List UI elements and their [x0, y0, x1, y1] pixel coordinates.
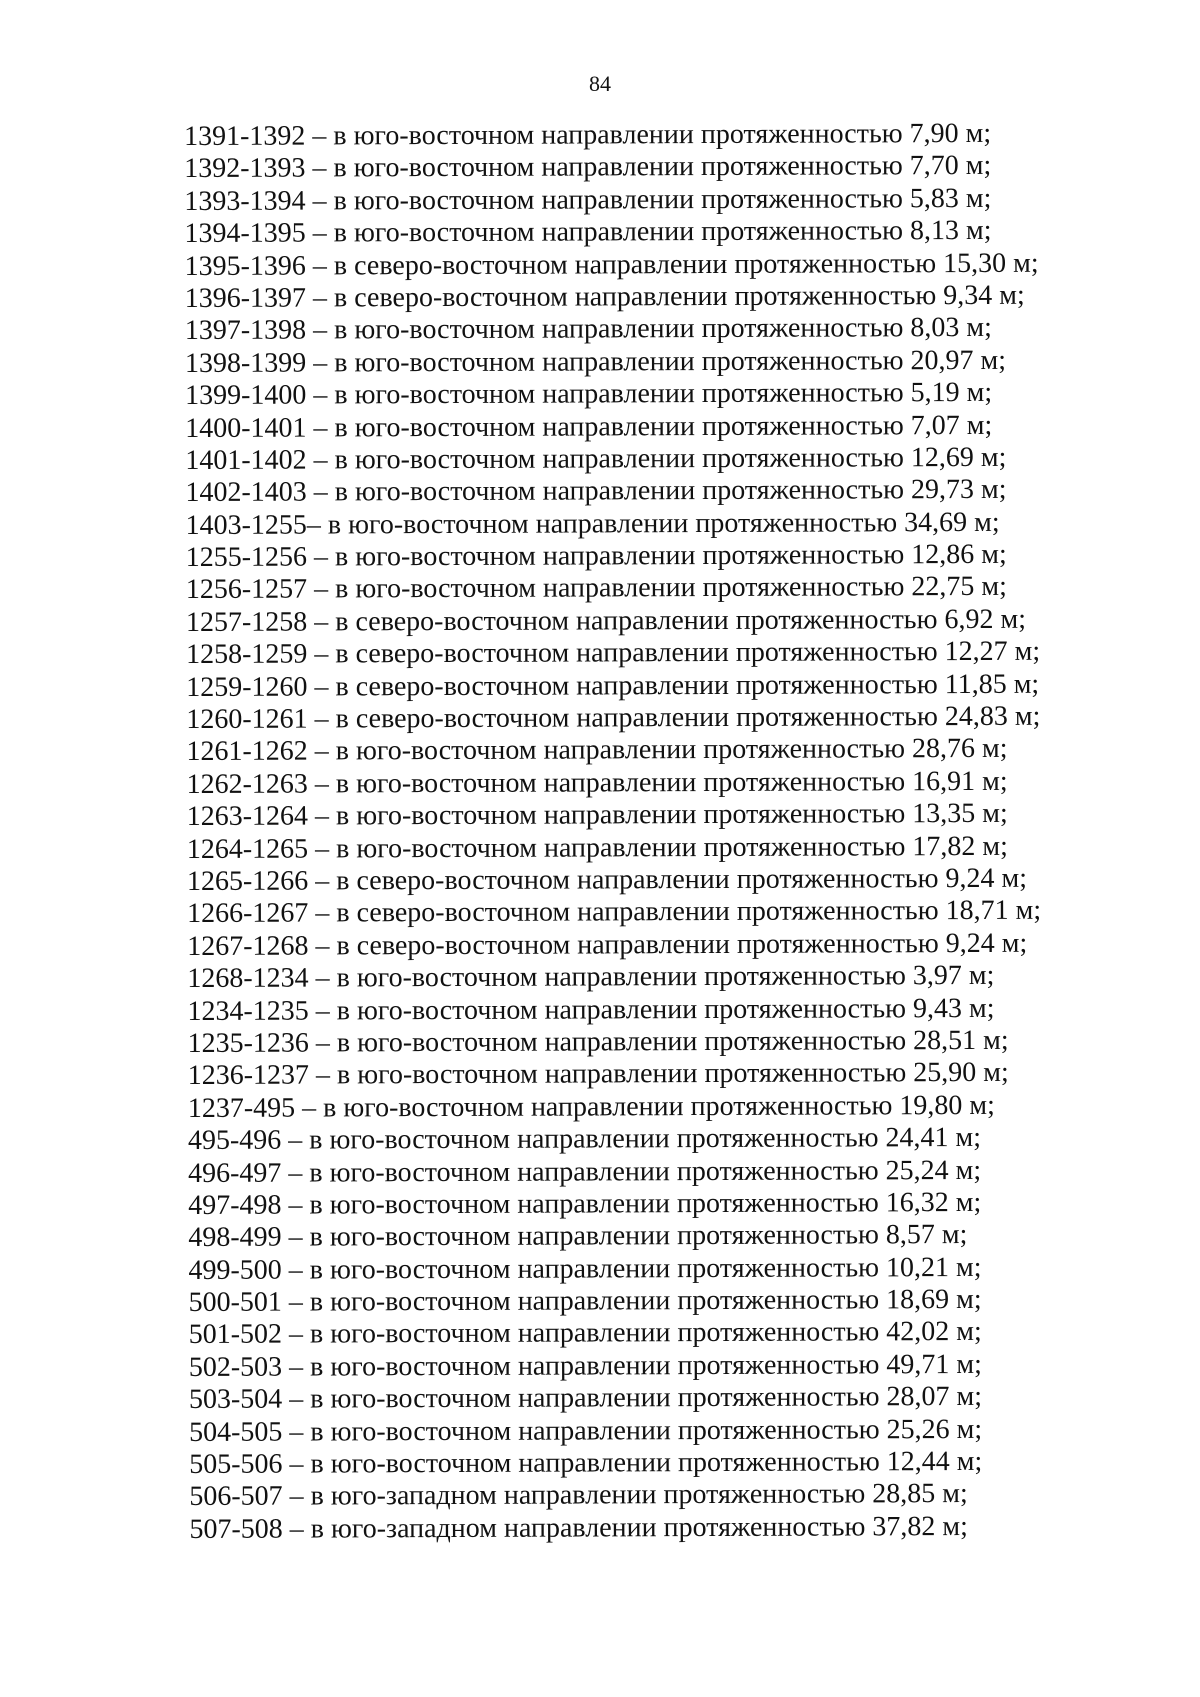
list-item	[184, 150, 1114, 186]
dash-separator: –	[305, 185, 334, 217]
segment-id: 1255-1256	[185, 541, 308, 574]
dash-separator: –	[306, 411, 335, 444]
list-item	[187, 927, 1117, 963]
segment-description: в юго-восточном направлении протяженностью 16,32 м;	[309, 1186, 982, 1221]
dash-separator: –	[308, 930, 337, 962]
list-item	[186, 603, 1116, 639]
segment-id: 1266-1267	[186, 897, 309, 930]
list-item	[187, 960, 1117, 996]
dash-separator: –	[282, 1351, 311, 1383]
list-item	[188, 1219, 1118, 1255]
list-item	[184, 247, 1114, 283]
list-item	[187, 1024, 1117, 1060]
segment-description: в юго-восточном направлении протяженностью 7,70 м;	[333, 150, 992, 184]
dash-separator: –	[306, 541, 336, 573]
segment-description: в юго-восточном направлении протяженностью 9,43 м;	[336, 992, 995, 1026]
segment-id: 1257-1258	[185, 606, 308, 638]
segment-id: 1395-1396	[184, 250, 306, 282]
segment-id: 1261-1262	[186, 735, 308, 768]
segment-id: 1402-1403	[185, 476, 307, 509]
list-item	[185, 409, 1115, 445]
dash-separator: –	[282, 1513, 311, 1545]
list-item	[186, 571, 1116, 607]
list-item	[186, 636, 1116, 672]
dash-separator: –	[307, 606, 336, 638]
dash-separator: –	[307, 735, 336, 767]
segment-description: в юго-восточном направлении протяженностью 25,90 м;	[336, 1057, 1009, 1091]
list-item	[187, 830, 1117, 866]
segment-id: 496-497	[187, 1157, 282, 1189]
dash-separator: –	[295, 1092, 324, 1124]
dash-separator: –	[308, 1027, 337, 1059]
segment-description: в северо-восточном направлении протяженностью 11,85 м;	[335, 668, 1040, 703]
list-item	[188, 1057, 1118, 1093]
list-item	[185, 279, 1115, 315]
segment-description: в юго-восточном направлении протяженностью 18,69 м;	[309, 1284, 982, 1318]
segment-id: 1399-1400	[184, 379, 307, 412]
list-item	[188, 1122, 1118, 1158]
segment-id: 495-496	[187, 1124, 282, 1157]
dash-separator: –	[306, 347, 335, 379]
dash-separator: –	[307, 638, 336, 670]
segment-id: 1393-1394	[184, 185, 306, 217]
dash-separator: –	[308, 865, 337, 897]
segment-description: в северо-восточном направлении протяженностью 9,24 м;	[336, 862, 1028, 897]
dash-separator: –	[281, 1189, 310, 1221]
list-item	[186, 668, 1116, 704]
list-item	[188, 1154, 1118, 1190]
segment-description: в северо-восточном направлении протяженностью 12,27 м;	[335, 635, 1041, 670]
segment-description: в юго-восточном направлении протяженностью 42,02 м;	[309, 1316, 982, 1350]
boundary-segment-list	[184, 117, 1119, 1546]
segment-description: в юго-восточном направлении протяженностью 5,19 м;	[334, 377, 993, 411]
list-item	[188, 1186, 1118, 1222]
segment-id: 1392-1393	[184, 152, 306, 185]
segment-id: 1235-1236	[187, 1027, 309, 1059]
segment-description: в юго-восточном направлении протяженностью 29,73 м;	[334, 474, 1007, 508]
dash-separator: –	[281, 1254, 310, 1286]
segment-description: в юго-восточном направлении протяженностью 12,86 м;	[334, 538, 1007, 573]
dash-separator: –	[308, 962, 337, 994]
dash-separator: –	[307, 768, 336, 800]
list-item	[189, 1510, 1119, 1546]
list-item	[186, 539, 1116, 575]
segment-description: в юго-восточном направлении протяженностью 20,97 м;	[334, 344, 1007, 379]
segment-id: 502-503	[188, 1351, 283, 1383]
segment-description: в юго-восточном направлении протяженностью 12,69 м;	[334, 441, 1007, 476]
segment-description: в юго-восточном направлении протяженностью 12,44 м;	[310, 1445, 983, 1480]
segment-description: в юго-западном направлении протяженностью 37,82 м;	[310, 1510, 968, 1545]
list-item	[189, 1445, 1119, 1481]
dash-separator: –	[281, 1124, 310, 1156]
segment-description: в юго-восточном направлении протяженностью 8,57 м;	[309, 1219, 968, 1253]
list-item	[189, 1478, 1119, 1514]
segment-id: 500-501	[188, 1286, 282, 1319]
segment-description: в юго-восточном направлении протяженностью 10,21 м;	[309, 1251, 982, 1286]
segment-id: 501-502	[188, 1319, 283, 1351]
list-item	[187, 992, 1117, 1028]
segment-description: в юго-восточном направлении протяженностью 7,07 м;	[334, 409, 993, 443]
dash-separator: –	[306, 379, 335, 411]
segment-id: 1263-1264	[186, 800, 309, 833]
segment-id: 1398-1399	[184, 347, 307, 379]
dash-separator: –	[281, 1221, 310, 1253]
list-item	[185, 506, 1115, 542]
segment-id: 1267-1268	[187, 930, 309, 962]
list-item	[185, 312, 1115, 348]
segment-description: в юго-западном направлении протяженностью 28,85 м;	[310, 1478, 968, 1512]
segment-description: в юго-восточном направлении протяженностью 22,75 м;	[335, 571, 1007, 605]
dash-separator: –	[308, 833, 337, 865]
dash-separator: –	[305, 152, 334, 184]
dash-separator: –	[308, 897, 337, 929]
segment-id: 1260-1261	[186, 703, 308, 736]
segment-description: в северо-восточном направлении протяженностью 24,83 м;	[335, 700, 1041, 735]
list-item	[185, 377, 1115, 413]
dash-separator: –	[306, 509, 328, 541]
dash-separator: –	[307, 671, 336, 703]
segment-id: 1394-1395	[184, 217, 306, 250]
list-item	[187, 895, 1117, 931]
list-item	[189, 1413, 1119, 1449]
list-item	[188, 1089, 1118, 1125]
dash-separator: –	[282, 1383, 311, 1415]
list-item	[185, 474, 1115, 510]
list-item	[184, 182, 1114, 218]
segment-description: в юго-восточном направлении протяженностью 28,76 м;	[335, 733, 1008, 767]
segment-id: 507-508	[189, 1513, 283, 1545]
dash-separator: –	[281, 1286, 310, 1318]
segment-id: 1400-1401	[185, 412, 307, 444]
dash-separator: –	[306, 476, 335, 508]
segment-id: 1397-1398	[184, 314, 307, 347]
segment-description: в юго-восточном направлении протяженностью 24,41 м;	[309, 1122, 982, 1156]
list-item	[188, 1283, 1118, 1319]
dash-separator: –	[306, 314, 335, 346]
segment-id: 504-505	[188, 1416, 283, 1448]
dash-separator: –	[307, 703, 336, 735]
dash-separator: –	[305, 282, 335, 314]
segment-description: в юго-восточном направлении протяженностью 3,97 м;	[336, 960, 995, 994]
segment-id: 1391-1392	[184, 120, 306, 152]
list-item	[185, 344, 1115, 380]
segment-id: 1396-1397	[184, 282, 307, 314]
segment-id: 1264-1265	[186, 833, 309, 865]
segment-id: 1259-1260	[186, 671, 308, 703]
segment-id: 1265-1266	[186, 865, 309, 897]
segment-id: 1236-1237	[187, 1059, 310, 1092]
segment-description: в юго-восточном направлении протяженностью 34,69 м;	[327, 506, 1000, 541]
segment-description: в юго-восточном направлении протяженностью 8,13 м;	[333, 215, 992, 249]
list-item	[189, 1316, 1119, 1352]
segment-id: 1237-495	[187, 1092, 296, 1124]
dash-separator: –	[282, 1480, 311, 1513]
dash-separator: –	[305, 249, 334, 282]
segment-description: в юго-восточном направлении протяженностью 25,26 м;	[310, 1413, 983, 1448]
dash-separator: –	[307, 573, 336, 605]
list-item	[186, 733, 1116, 769]
segment-id: 1258-1259	[185, 638, 308, 671]
segment-description: в юго-восточном направлении протяженностью 7,90 м;	[333, 117, 992, 152]
segment-description: в юго-восточном направлении протяженностью 25,24 м;	[309, 1154, 982, 1189]
segment-id: 505-506	[189, 1448, 283, 1481]
segment-id: 497-498	[188, 1189, 282, 1221]
segment-id: 499-500	[188, 1254, 282, 1286]
segment-id: 1401-1402	[185, 444, 307, 476]
segment-description: в северо-восточном направлении протяженностью 9,24 м;	[336, 927, 1028, 962]
list-item	[189, 1381, 1119, 1417]
dash-separator: –	[308, 994, 337, 1027]
dash-separator: –	[305, 120, 334, 152]
dash-separator: –	[306, 444, 335, 476]
segment-description: в юго-восточном направлении протяженностью 28,07 м;	[310, 1381, 983, 1415]
segment-description: в юго-восточном направлении протяженностью 49,71 м;	[310, 1348, 982, 1383]
dash-separator: –	[281, 1318, 311, 1351]
segment-description: в юго-восточном направлении протяженностью 28,51 м;	[336, 1024, 1009, 1059]
dash-separator: –	[282, 1448, 311, 1480]
list-item	[185, 441, 1115, 477]
list-item	[189, 1348, 1119, 1384]
dash-separator: –	[305, 217, 334, 249]
list-item	[186, 765, 1116, 801]
dash-separator: –	[307, 800, 337, 832]
segment-id: 1234-1235	[187, 995, 309, 1027]
dash-separator: –	[308, 1059, 338, 1091]
segment-description: в юго-восточном направлении протяженностью 8,03 м;	[334, 312, 992, 346]
segment-id: 498-499	[188, 1221, 282, 1254]
segment-id: 1262-1263	[186, 768, 308, 800]
dash-separator: –	[282, 1416, 311, 1448]
segment-description: в юго-восточном направлении протяженностью 17,82 м;	[336, 830, 1008, 865]
segment-description: в северо-восточном направлении протяженностью 15,30 м;	[333, 247, 1039, 281]
segment-description: в юго-восточном направлении протяженностью 16,91 м;	[335, 765, 1008, 800]
list-item	[186, 700, 1116, 736]
segment-id: 1256-1257	[185, 573, 308, 606]
list-item	[184, 215, 1114, 251]
list-item	[187, 798, 1117, 834]
segment-description: в юго-восточном направлении протяженностью 5,83 м;	[333, 182, 992, 217]
segment-description: в северо-восточном направлении протяженностью 18,71 м;	[336, 895, 1042, 929]
segment-id: 1403-1255	[185, 509, 307, 541]
dash-separator: –	[281, 1157, 310, 1189]
segment-description: в юго-восточном направлении протяженностью 19,80 м;	[323, 1089, 995, 1124]
list-item	[188, 1251, 1118, 1287]
segment-description: в северо-восточном направлении протяженностью 9,34 м;	[333, 279, 1025, 314]
list-item	[184, 117, 1114, 153]
list-item	[187, 862, 1117, 898]
segment-description: в юго-восточном направлении протяженностью 13,35 м;	[335, 798, 1008, 832]
segment-id: 503-504	[188, 1383, 283, 1416]
page-number: 84	[589, 71, 611, 96]
segment-id: 506-507	[189, 1481, 283, 1513]
segment-id: 1268-1234	[187, 962, 309, 995]
segment-description: в северо-восточном направлении протяженностью 6,92 м;	[335, 603, 1027, 638]
